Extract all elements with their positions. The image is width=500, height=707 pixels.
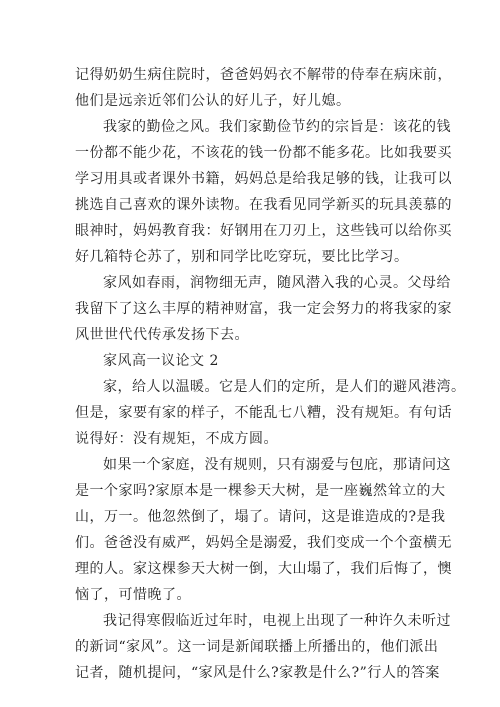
text-line: 是一个家吗?家原本是一棵参天大树，是一座巍然耸立的大 [75, 483, 446, 499]
text-line: 风世世代代传承发扬下去。 [75, 327, 249, 343]
text-line: 说得好：没有规矩，不成方圆。 [75, 431, 278, 447]
text-line: 一份都不能少花，不该花的钱一份都不能多花。比如我要买 [75, 145, 452, 161]
text-line: 山，万一。他忽然倒了，塌了。请问，这是谁造成的?是我 [75, 509, 446, 525]
text-line: 学习用具或者课外书籍，妈妈总是给我足够的钱，让我可以 [75, 171, 452, 187]
text-line: 他们是远亲近邻们公认的好儿子，好儿媳。 [75, 93, 351, 109]
text-line: 恼了，可惜晚了。 [75, 587, 191, 603]
text-line: 挑选自己喜欢的课外读物。在我看见同学新买的玩具羡慕的 [75, 197, 452, 213]
text-line: 好几箱特仑苏了，别和同学比吃穿玩，要比比学习。 [75, 249, 409, 265]
text-line: 家，给人以温暖。它是人们的定所，是人们的避风港湾。 [103, 379, 466, 395]
text-line: 如果一个家庭，没有规则，只有溺爱与包庇，那请问这 [103, 457, 451, 473]
text-line: 我留下了这么丰厚的精神财富，我一定会努力的将我家的家 [75, 301, 452, 317]
text-line: 家风如春雨，润物细无声，随风潜入我的心灵。父母给 [103, 275, 451, 291]
text-line: 理的人。家这棵参天大树一倒，大山塌了，我们后悔了，懊 [75, 561, 452, 577]
text-line: 家风高一议论文 2 [103, 353, 219, 369]
text-line: 记得奶奶生病住院时，爸爸妈妈衣不解带的侍奉在病床前， [75, 67, 452, 83]
text-line: 但是，家要有家的样子，不能乱七八糟，没有规矩。有句话 [75, 405, 452, 421]
text-line: 的新词“家风”。这一词是新闻联播上所播出的，他们派出 [75, 639, 439, 655]
text-line: 我家的勤俭之风。我们家勤俭节约的宗旨是：该花的钱 [103, 119, 451, 135]
document-body [75, 62, 466, 686]
text-line: 我记得寒假临近过年时，电视上出现了一种许久未听过 [103, 613, 451, 629]
text-line: 眼神时，妈妈教育我：好钢用在刀刃上，这些钱可以给你买 [75, 223, 452, 239]
text-line: 们。爸爸没有威严，妈妈全是溺爱，我们变成一个个蛮横无 [75, 535, 452, 551]
text-line: 记者，随机提问，“家风是什么?家教是什么?”行人的答案 [75, 665, 440, 681]
